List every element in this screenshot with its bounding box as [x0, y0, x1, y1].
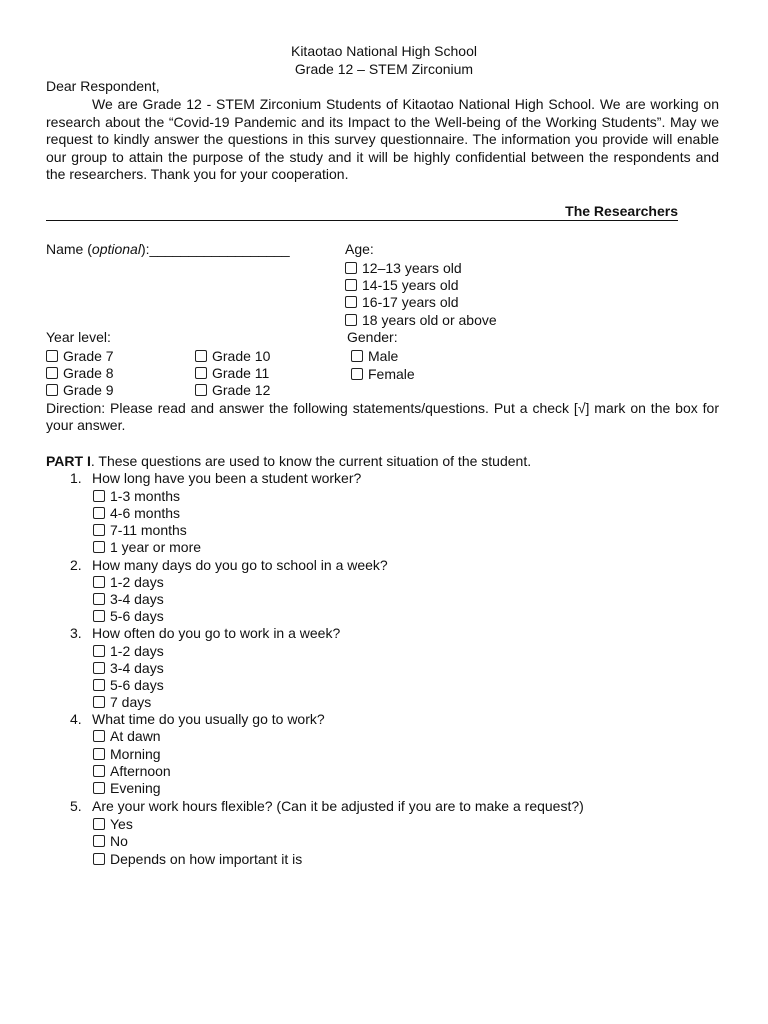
- checkbox-icon[interactable]: [345, 279, 357, 291]
- answer-label: 3-4 days: [110, 660, 164, 676]
- checkbox-icon[interactable]: [46, 384, 58, 396]
- gender-option[interactable]: [351, 348, 398, 365]
- gender-option[interactable]: [351, 366, 415, 383]
- letter-body: [46, 96, 719, 184]
- year-option[interactable]: [46, 365, 114, 382]
- year-option-label: Grade 11: [212, 365, 270, 381]
- checkbox-icon[interactable]: [93, 541, 105, 553]
- checkbox-icon[interactable]: [93, 748, 105, 760]
- direction: Direction: Please read and answer the following statements/questions. Put a check [√] mark on the box for your answer.: [46, 400, 719, 433]
- year-option[interactable]: [46, 348, 114, 365]
- checkbox-icon[interactable]: [195, 384, 207, 396]
- gender-label: Gender:: [347, 329, 398, 345]
- answer-option[interactable]: [93, 608, 164, 625]
- age-option-label: 18 years old or above: [362, 312, 497, 328]
- answer-label: Yes: [110, 816, 133, 832]
- answer-option[interactable]: [93, 643, 164, 660]
- name-field[interactable]: [46, 241, 290, 258]
- answer-label: No: [110, 833, 128, 849]
- question: [70, 625, 340, 642]
- checkbox-icon[interactable]: [195, 367, 207, 379]
- checkbox-icon[interactable]: [93, 576, 105, 588]
- checkbox-icon[interactable]: [351, 368, 363, 380]
- checkbox-icon[interactable]: [93, 679, 105, 691]
- signature-line: [46, 220, 678, 221]
- question: [70, 557, 388, 574]
- gender-option-label: Male: [368, 348, 399, 364]
- checkbox-icon[interactable]: [345, 296, 357, 308]
- age-option-label: 14-15 years old: [362, 277, 459, 293]
- question: [70, 798, 584, 815]
- checkbox-icon[interactable]: [93, 524, 105, 536]
- letter-body-text: We are Grade 12 - STEM Zirconium Students of Kitaotao National High School. We are working on research about the “Covid-19 Pandemic and its Impact to the Well-being of the Working Students”. May we request to kindly answer the questions in this survey questionnaire. The information you provide will enable our group to attain the purpose of the study and it will be highly confidential between the respondents and the researchers. Thank you for your cooperation.: [46, 96, 719, 182]
- answer-label: 1 year or more: [110, 539, 202, 555]
- answer-option[interactable]: [93, 746, 161, 763]
- name-blank: ):__________________: [140, 241, 290, 257]
- answer-label: 1-2 days: [110, 574, 164, 590]
- question-number: 4.: [70, 711, 82, 727]
- checkbox-icon[interactable]: [93, 782, 105, 794]
- question-number: 5.: [70, 798, 82, 814]
- checkbox-icon[interactable]: [93, 765, 105, 777]
- question: [70, 711, 325, 728]
- school-name: Kitaotao National High School: [290, 43, 477, 59]
- answer-label: 1-3 months: [110, 488, 181, 504]
- answer-option[interactable]: [93, 539, 201, 556]
- age-option[interactable]: [345, 260, 462, 277]
- year-option-label: Grade 9: [63, 382, 114, 398]
- answer-label: Morning: [110, 746, 161, 762]
- answer-option[interactable]: [93, 780, 161, 797]
- year-option-label: Grade 12: [212, 382, 271, 398]
- answer-option[interactable]: [93, 677, 164, 694]
- answer-option[interactable]: [93, 851, 302, 868]
- answer-label: 3-4 days: [110, 591, 164, 607]
- checkbox-icon[interactable]: [351, 350, 363, 362]
- answer-option[interactable]: [93, 574, 164, 591]
- checkbox-icon[interactable]: [93, 490, 105, 502]
- answer-label: 7 days: [110, 694, 152, 710]
- answer-option[interactable]: [93, 833, 128, 850]
- answer-label: 1-2 days: [110, 643, 164, 659]
- question-number: 1.: [70, 470, 82, 486]
- answer-label: 5-6 days: [110, 608, 164, 624]
- answer-label: Afternoon: [110, 763, 171, 779]
- year-option[interactable]: [195, 348, 270, 365]
- year-option-label: Grade 10: [212, 348, 271, 364]
- part-1-title: PART I: [46, 453, 91, 469]
- class-section: Grade 12 – STEM Zirconium: [294, 61, 474, 77]
- question-text: Are your work hours flexible? (Can it be adjusted if you are to make a request?): [92, 798, 584, 814]
- answer-label: 4-6 months: [110, 505, 181, 521]
- checkbox-icon[interactable]: [93, 593, 105, 605]
- answer-option[interactable]: [93, 522, 187, 539]
- answer-option[interactable]: [93, 728, 161, 745]
- question-text: How long have you been a student worker?: [92, 470, 362, 486]
- salutation: Dear Respondent,: [46, 78, 160, 94]
- checkbox-icon[interactable]: [93, 835, 105, 847]
- year-option[interactable]: [195, 382, 270, 399]
- answer-option[interactable]: [93, 694, 151, 711]
- year-level-label: Year level:: [46, 329, 111, 345]
- answer-label: Evening: [110, 780, 161, 796]
- checkbox-icon[interactable]: [93, 610, 105, 622]
- question-number: 3.: [70, 625, 82, 641]
- checkbox-icon[interactable]: [93, 730, 105, 742]
- checkbox-icon[interactable]: [46, 367, 58, 379]
- age-label: Age:: [345, 241, 374, 257]
- part-1-intro: . These questions are used to know the current situation of the student.: [90, 453, 532, 469]
- answer-label: 7-11 months: [110, 522, 187, 538]
- checkbox-icon[interactable]: [46, 350, 58, 362]
- checkbox-icon[interactable]: [93, 818, 105, 830]
- checkbox-icon[interactable]: [345, 314, 357, 326]
- question: [70, 470, 361, 487]
- checkbox-icon[interactable]: [93, 853, 105, 865]
- year-option-label: Grade 7: [63, 348, 114, 364]
- checkbox-icon[interactable]: [345, 262, 357, 274]
- checkbox-icon[interactable]: [93, 507, 105, 519]
- age-option-label: 12–13 years old: [362, 260, 462, 276]
- checkbox-icon[interactable]: [93, 645, 105, 657]
- answer-label: 5-6 days: [110, 677, 164, 693]
- answer-option[interactable]: [93, 488, 180, 505]
- age-option[interactable]: [345, 294, 459, 311]
- signature: The Researchers: [565, 203, 678, 219]
- question-text: How many days do you go to school in a week?: [92, 557, 388, 573]
- answer-option[interactable]: [93, 660, 164, 677]
- year-option[interactable]: [195, 365, 269, 382]
- year-option[interactable]: [46, 382, 114, 399]
- checkbox-icon[interactable]: [195, 350, 207, 362]
- answer-option[interactable]: [93, 591, 164, 608]
- checkbox-icon[interactable]: [93, 662, 105, 674]
- question-number: 2.: [70, 557, 82, 573]
- checkbox-icon[interactable]: [93, 696, 105, 708]
- question-text: How often do you go to work in a week?: [92, 625, 341, 641]
- gender-option-label: Female: [368, 366, 415, 382]
- name-label: Name (: [46, 241, 92, 257]
- age-option[interactable]: [345, 277, 459, 294]
- name-optional: optional: [91, 241, 141, 257]
- age-option[interactable]: [345, 312, 497, 329]
- answer-option[interactable]: [93, 816, 133, 833]
- age-option-label: 16-17 years old: [362, 294, 459, 310]
- answer-label: At dawn: [110, 728, 161, 744]
- answer-label: Depends on how important it is: [110, 851, 303, 867]
- answer-option[interactable]: [93, 505, 180, 522]
- answer-option[interactable]: [93, 763, 171, 780]
- part-1-heading: [46, 453, 531, 470]
- year-option-label: Grade 8: [63, 365, 114, 381]
- question-text: What time do you usually go to work?: [92, 711, 325, 727]
